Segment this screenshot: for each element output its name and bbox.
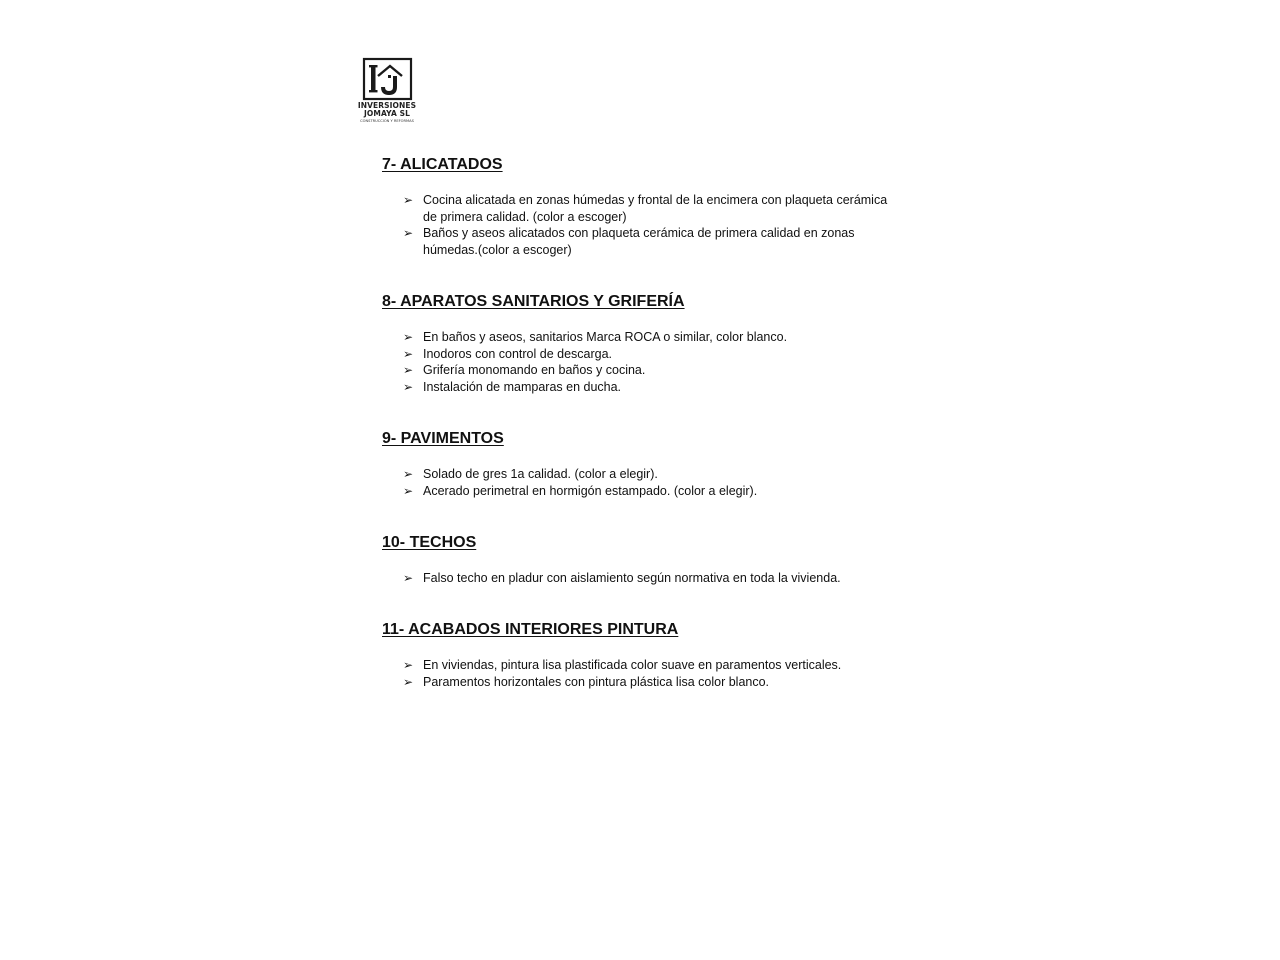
- list-item-text: Falso techo en pladur con aislamiento según normativa en toda la vivienda.: [423, 571, 841, 585]
- arrow-bullet-icon: ➢: [403, 658, 414, 672]
- bullet-list: [382, 570, 893, 587]
- list-item: [382, 192, 893, 225]
- list-item: [382, 466, 893, 483]
- arrow-bullet-icon: ➢: [403, 226, 414, 241]
- arrow-bullet-icon: ➢: [403, 674, 414, 689]
- section-heading: 7- ALICATADOS: [382, 156, 503, 173]
- arrow-bullet-icon: ➢: [403, 571, 414, 585]
- list-item-text: En baños y aseos, sanitarios Marca ROCA o similar, color blanco.: [423, 330, 788, 344]
- list-item: [382, 346, 893, 363]
- list-item-text: En viviendas, pintura lisa plastificada color suave en paramentos verticales.: [423, 658, 842, 672]
- arrow-bullet-icon: ➢: [403, 363, 414, 378]
- section-heading: 9- PAVIMENTOS: [382, 430, 504, 447]
- section-heading: 10- TECHOS: [382, 534, 477, 551]
- list-item-text: Baños y aseos alicatados con plaqueta cerámica de primera calidad en zonas húmedas.(color a escoger): [423, 226, 855, 257]
- list-item-text: Grifería monomando en baños y cocina.: [423, 363, 646, 378]
- section-aparatos-sanitarios: [382, 292, 893, 395]
- list-item: [382, 362, 893, 379]
- list-item: [382, 225, 893, 258]
- bullet-list: [382, 192, 893, 258]
- arrow-bullet-icon: ➢: [403, 467, 414, 481]
- logo-name-line1: INVERSIONES: [357, 101, 417, 110]
- arrow-bullet-icon: ➢: [403, 483, 414, 498]
- list-item-text: Instalación de mamparas en ducha.: [423, 379, 622, 394]
- logo-tagline: CONSTRUCCIÓN Y REFORMAS: [360, 118, 414, 123]
- house-logo-icon: [354, 56, 420, 102]
- list-item-text: Solado de gres 1a calidad. (color a elegir).: [423, 467, 658, 481]
- section-acabados-interiores: [382, 620, 893, 690]
- list-item: [382, 329, 893, 346]
- bullet-list: [382, 657, 893, 690]
- list-item-text: Inodoros con control de descarga.: [423, 346, 613, 361]
- logo-name-line2: JOMAYA SL: [364, 109, 410, 118]
- section-heading: 8- APARATOS SANITARIOS Y GRIFERÍA: [382, 293, 685, 310]
- list-item: [382, 570, 893, 587]
- list-item-text: Paramentos horizontales con pintura plástica lisa color blanco.: [423, 674, 770, 689]
- arrow-bullet-icon: ➢: [403, 330, 414, 344]
- list-item: [382, 674, 893, 691]
- bullet-list: [382, 329, 893, 395]
- arrow-bullet-icon: ➢: [403, 193, 414, 207]
- section-techos: [382, 533, 893, 587]
- arrow-bullet-icon: ➢: [403, 379, 414, 394]
- bullet-list: [382, 466, 893, 499]
- arrow-bullet-icon: ➢: [403, 346, 414, 361]
- list-item-text: Acerado perimetral en hormigón estampado. (color a elegir).: [423, 483, 758, 498]
- section-pavimentos: [382, 429, 893, 499]
- section-alicatados: [382, 155, 893, 258]
- list-item: [382, 483, 893, 500]
- list-item: [382, 379, 893, 396]
- company-logo: [354, 56, 420, 126]
- section-heading: 11- ACABADOS INTERIORES PINTURA: [382, 621, 679, 638]
- list-item: [382, 657, 893, 674]
- list-item-text: Cocina alicatada en zonas húmedas y frontal de la encimera con plaqueta cerámica de primera calidad. (color a escoger): [423, 193, 888, 224]
